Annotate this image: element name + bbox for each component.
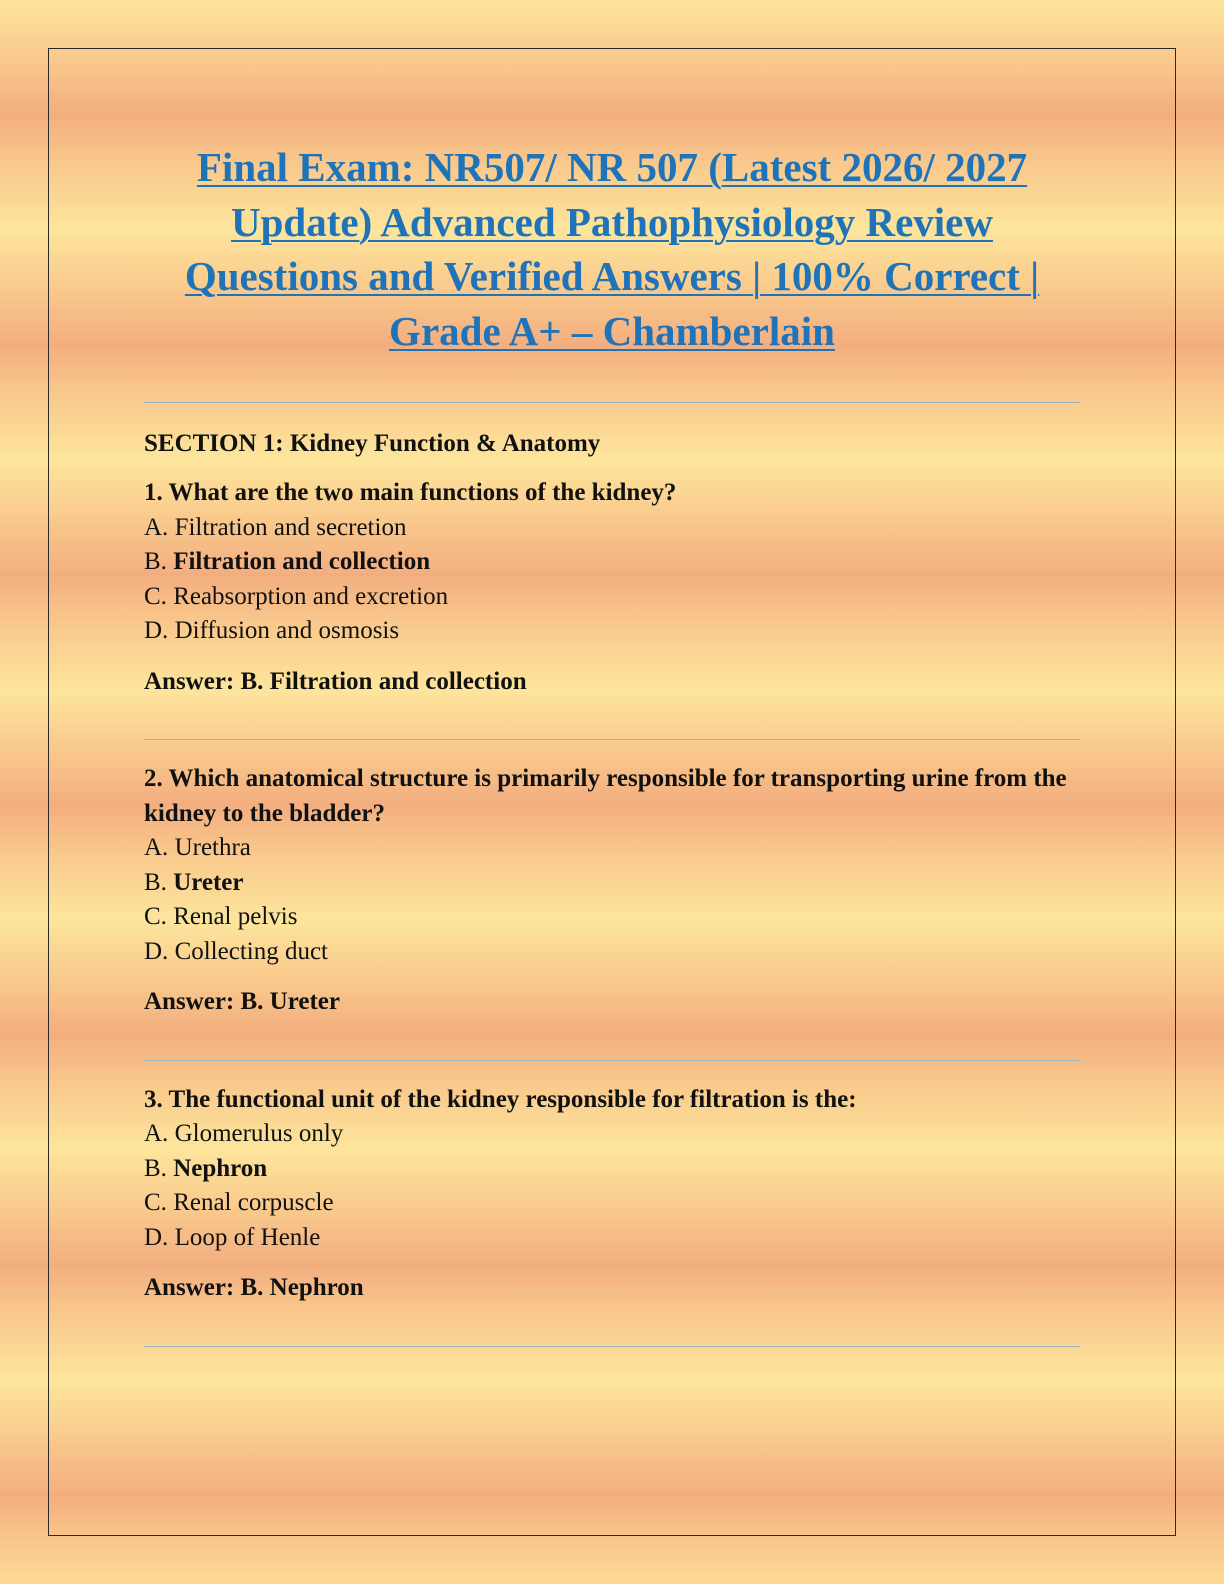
option-b-correct	[144, 1152, 1080, 1187]
option-letter: B.	[144, 1154, 174, 1182]
option-letter: C.	[144, 1189, 174, 1216]
option-text: Ureter	[173, 868, 244, 896]
divider	[144, 1346, 1080, 1347]
option-c	[144, 1186, 1080, 1221]
question-block	[144, 1083, 1080, 1306]
section-heading: SECTION 1: Kidney Function & Anatomy	[144, 430, 601, 457]
question-text: 1. What are the two main functions of the kidney?	[144, 479, 677, 506]
question-text: 2. Which anatomical structure is primarily responsible for transporting urine from the kidney to the bladder?	[144, 765, 1067, 827]
option-c	[144, 580, 1080, 615]
divider	[144, 739, 1080, 740]
option-text: Reabsorption and excretion	[173, 582, 449, 610]
option-letter: D.	[144, 1223, 175, 1251]
option-letter: B.	[144, 868, 174, 896]
option-letter: C.	[144, 582, 174, 610]
option-d	[144, 1221, 1080, 1256]
option-a	[144, 511, 1080, 546]
option-text: Renal corpuscle	[173, 1189, 334, 1216]
option-a	[144, 1117, 1080, 1152]
option-text: Glomerulus only	[174, 1120, 344, 1147]
option-text: Renal pelvis	[173, 903, 298, 930]
option-letter: D.	[144, 937, 175, 965]
answer-line: Answer: B. Nephron	[144, 1274, 364, 1301]
option-c	[144, 900, 1080, 935]
option-a	[144, 831, 1080, 866]
answer-line: Answer: B. Filtration and collection	[144, 667, 527, 695]
option-text: Filtration and collection	[173, 548, 431, 575]
answer-line: Answer: B. Ureter	[144, 988, 340, 1015]
option-text: Urethra	[174, 834, 251, 861]
option-text: Collecting duct	[174, 937, 329, 965]
document-title-link[interactable]: Final Exam: NR507/ NR 507 (Latest 2026/ 2027 Update) Advanced Pathophysiology Review Questions and Verified Answers | 100% Correct | Grade A+ – Chamberlain	[184, 144, 1040, 354]
option-d	[144, 935, 1080, 970]
divider	[144, 402, 1080, 403]
question-text: 3. The functional unit of the kidney responsible for filtration is the:	[144, 1085, 857, 1113]
option-letter: A.	[144, 834, 175, 861]
option-text: Diffusion and osmosis	[174, 617, 400, 644]
option-letter: A.	[144, 1120, 175, 1147]
option-text: Filtration and secretion	[174, 513, 407, 541]
option-letter: B.	[144, 548, 174, 575]
option-letter: C.	[144, 903, 174, 930]
option-text: Nephron	[173, 1154, 268, 1182]
question-block	[144, 762, 1080, 1020]
option-d	[144, 614, 1080, 649]
document-body	[144, 140, 1080, 1347]
option-b-correct	[144, 866, 1080, 901]
question-block	[144, 476, 1080, 699]
option-b-correct	[144, 545, 1080, 580]
option-letter: D.	[144, 617, 175, 644]
option-letter: A.	[144, 513, 175, 541]
divider	[144, 1060, 1080, 1061]
option-text: Loop of Henle	[174, 1223, 321, 1251]
